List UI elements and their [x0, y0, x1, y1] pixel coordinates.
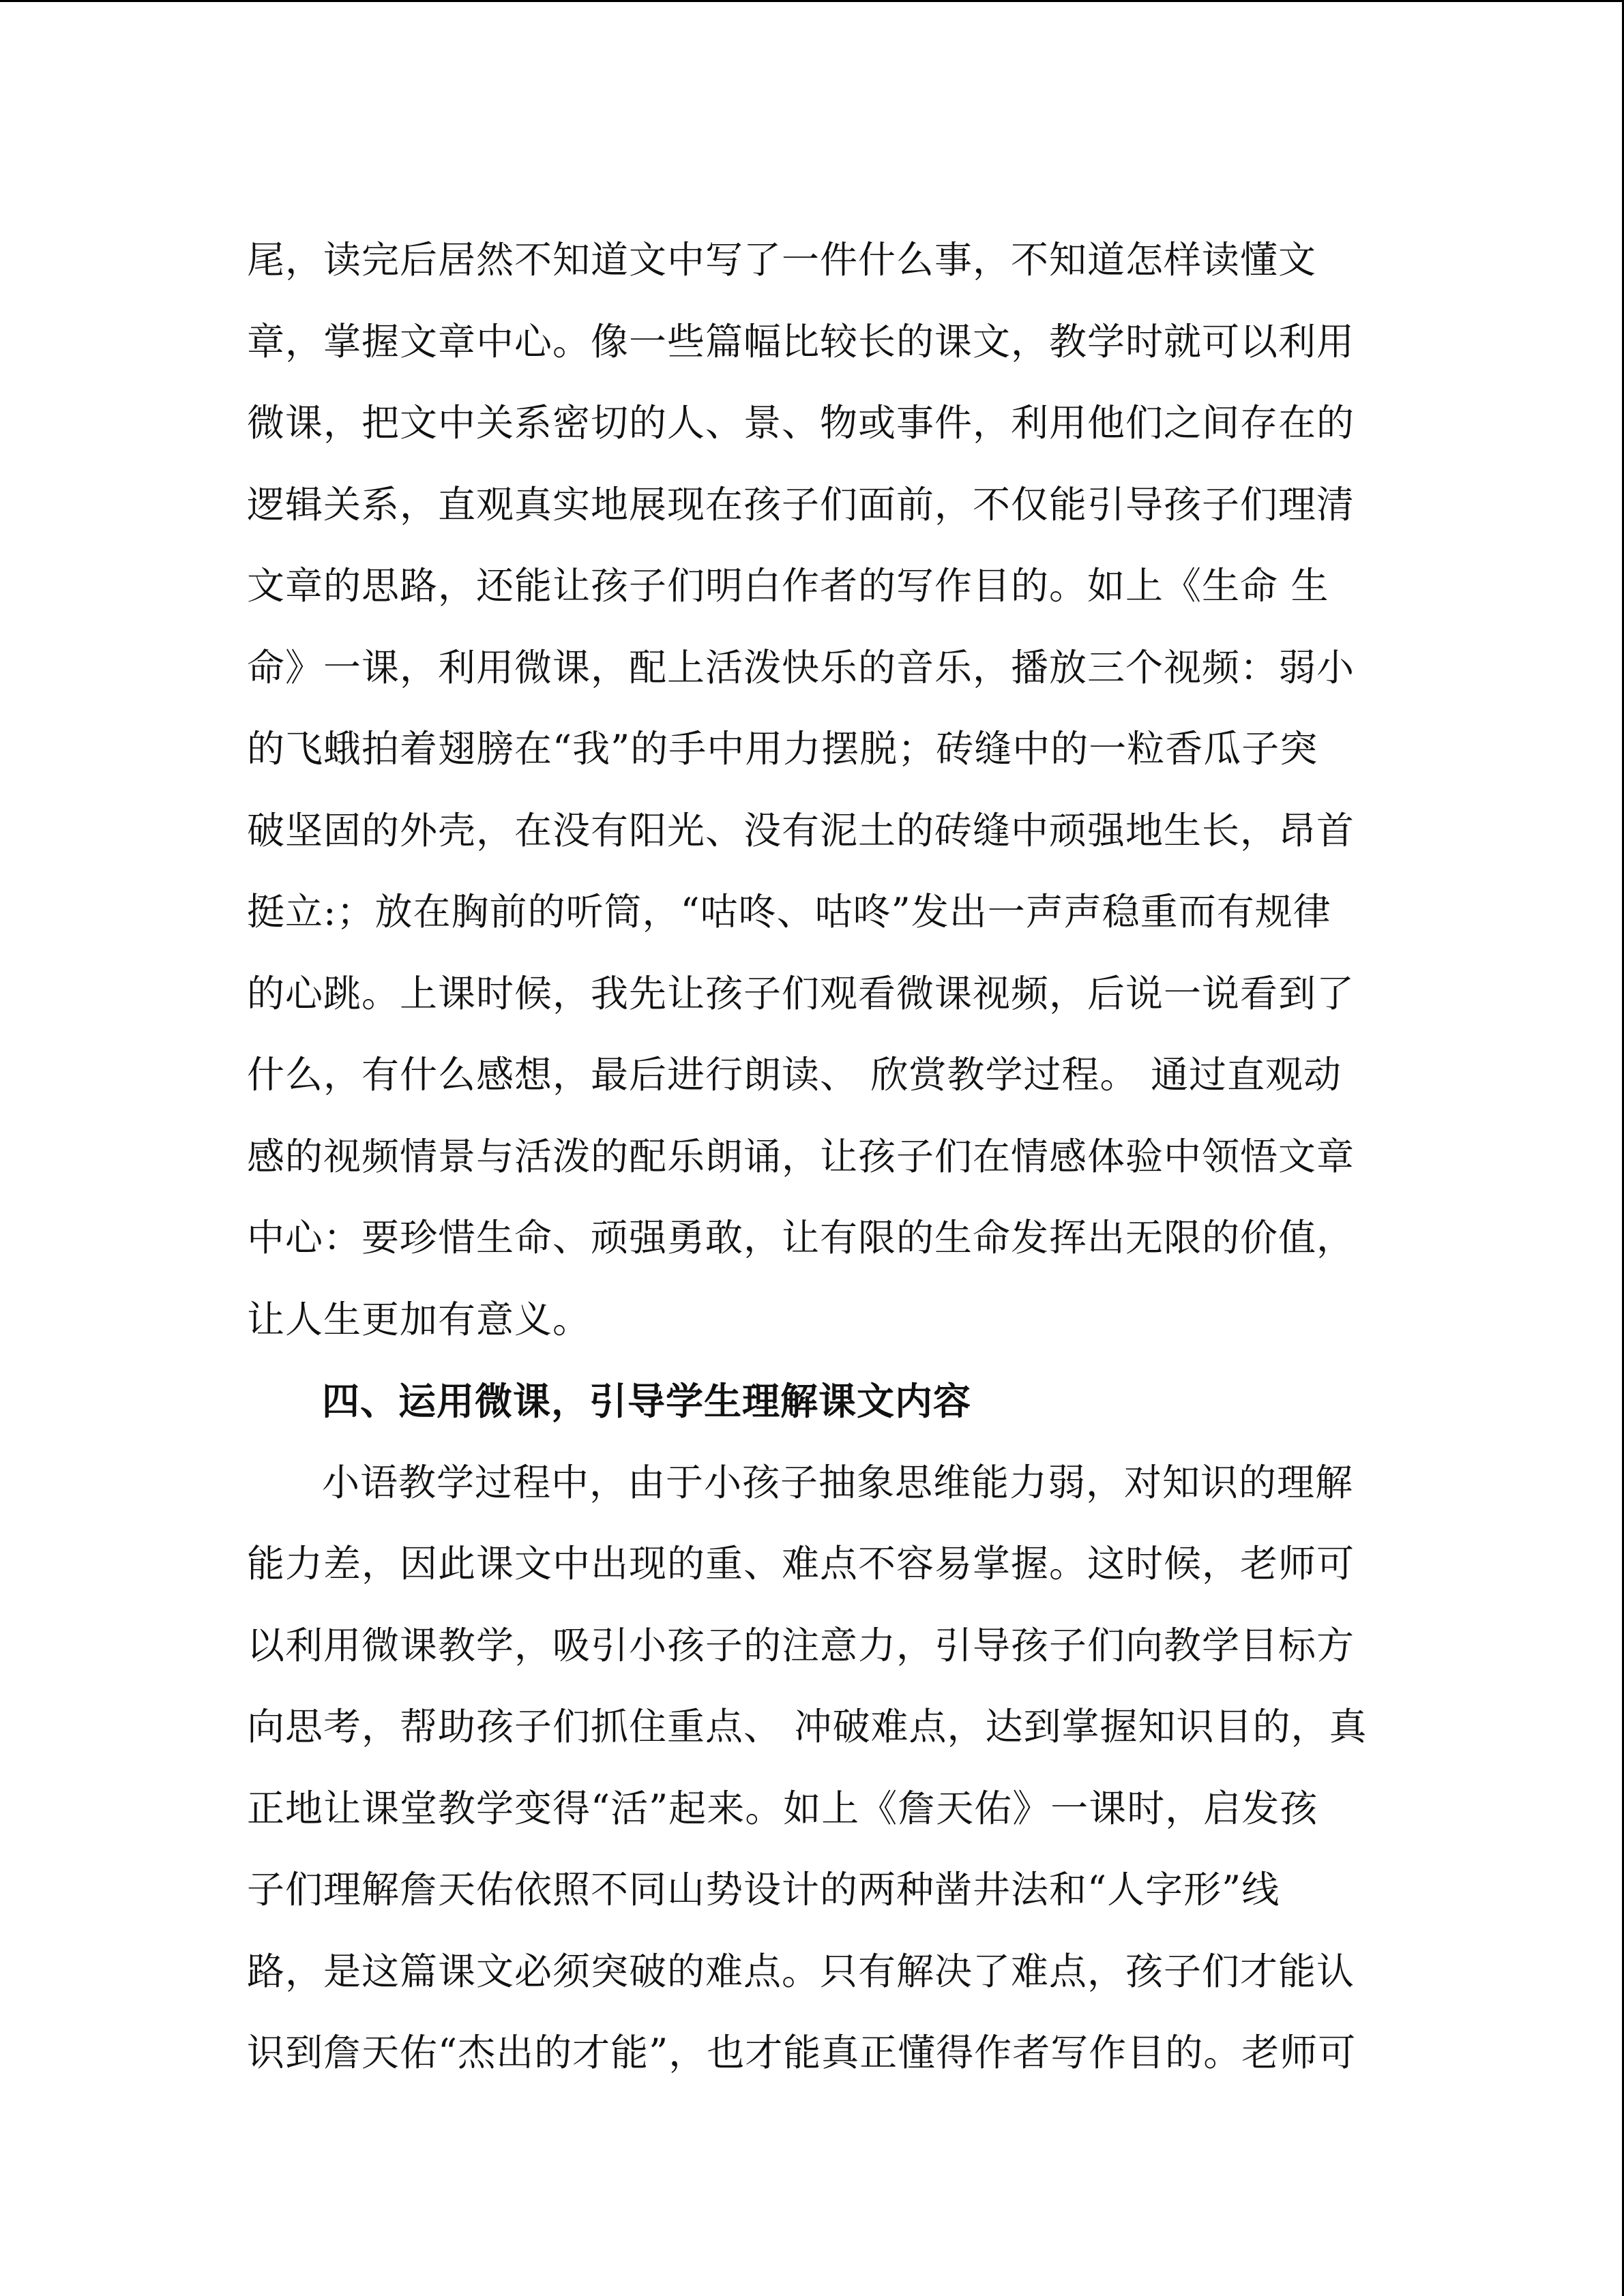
paragraph-line: 子们理解詹天佑依照不同山势设计的两种凿井法和“人字形”线	[247, 1868, 1280, 1911]
paragraph-line: 感的视频情景与活泼的配乐朗诵，让孩子们在情感体验中领悟文章	[247, 1134, 1355, 1178]
paragraph-line: 能力差，因此课文中出现的重、难点不容易掌握。这时候，老师可	[247, 1542, 1355, 1585]
paragraph-line: 中心：要珍惜生命、顽强勇敢，让有限的生命发挥出无限的价值，	[247, 1216, 1355, 1259]
paragraph-line: 破坚固的外壳，在没有阳光、没有泥土的砖缝中顽强地生长，昂首	[247, 808, 1355, 852]
paragraph-line: 命》一课，利用微课，配上活泼快乐的音乐，播放三个视频：弱小	[247, 645, 1355, 689]
paragraph-line: 路，是这篇课文必须突破的难点。只有解决了难点，孩子们才能认	[247, 1949, 1355, 1993]
paragraph-line: 章，掌握文章中心。像一些篇幅比较长的课文，教学时就可以利用	[247, 319, 1355, 363]
paragraph-line: 逻辑关系，直观真实地展现在孩子们面前，不仅能引导孩子们理清	[247, 482, 1355, 526]
paragraph-line: 挺立:；放在胸前的听筒，“咕咚、咕咚”发出一声声稳重而有规律	[247, 890, 1331, 934]
paragraph-1	[247, 220, 1379, 1360]
page-top-border	[0, 0, 1624, 2]
paragraph-line: 让人生更加有意义。	[247, 1297, 591, 1341]
paragraph-line: 识到詹天佑“杰出的才能”，也才能真正懂得作者写作目的。老师可	[247, 2031, 1357, 2074]
body-text	[247, 220, 1379, 2094]
paragraph-line: 什么，有什么感想，最后进行朗读、 欣赏教学过程。 通过直观动	[247, 1053, 1342, 1097]
paragraph-line: 微课，把文中关系密切的人、景、物或事件，利用他们之间存在的	[247, 401, 1355, 445]
paragraph-line: 的心跳。上课时候，我先让孩子们观看微课视频，后说一说看到了	[247, 971, 1355, 1015]
paragraph-line: 以利用微课教学，吸引小孩子的注意力，引导孩子们向教学目标方	[247, 1623, 1355, 1667]
paragraph-line: 正地让课堂教学变得“活”起来。如上《詹天佑》一课时，启发孩	[247, 1786, 1318, 1830]
paragraph-line: 的飞蛾拍着翅膀在“我”的手中用力摆脱；砖缝中的一粒香瓜子突	[247, 727, 1318, 771]
paragraph-line: 文章的思路，还能让孩子们明白作者的写作目的。如上《生命 生	[247, 564, 1329, 608]
paragraph-2	[247, 1442, 1379, 2094]
paragraph-line: 向思考，帮助孩子们抓住重点、 冲破难点，达到掌握知识目的，真	[247, 1705, 1368, 1748]
paragraph-line: 尾，读完后居然不知道文中写了一件什么事，不知道怎样读懂文	[247, 238, 1317, 282]
section-heading: 四、运用微课，引导学生理解课文内容	[322, 1379, 972, 1423]
paragraph-line: 小语教学过程中，由于小孩子抽象思维能力弱，对知识的理解	[322, 1460, 1354, 1504]
